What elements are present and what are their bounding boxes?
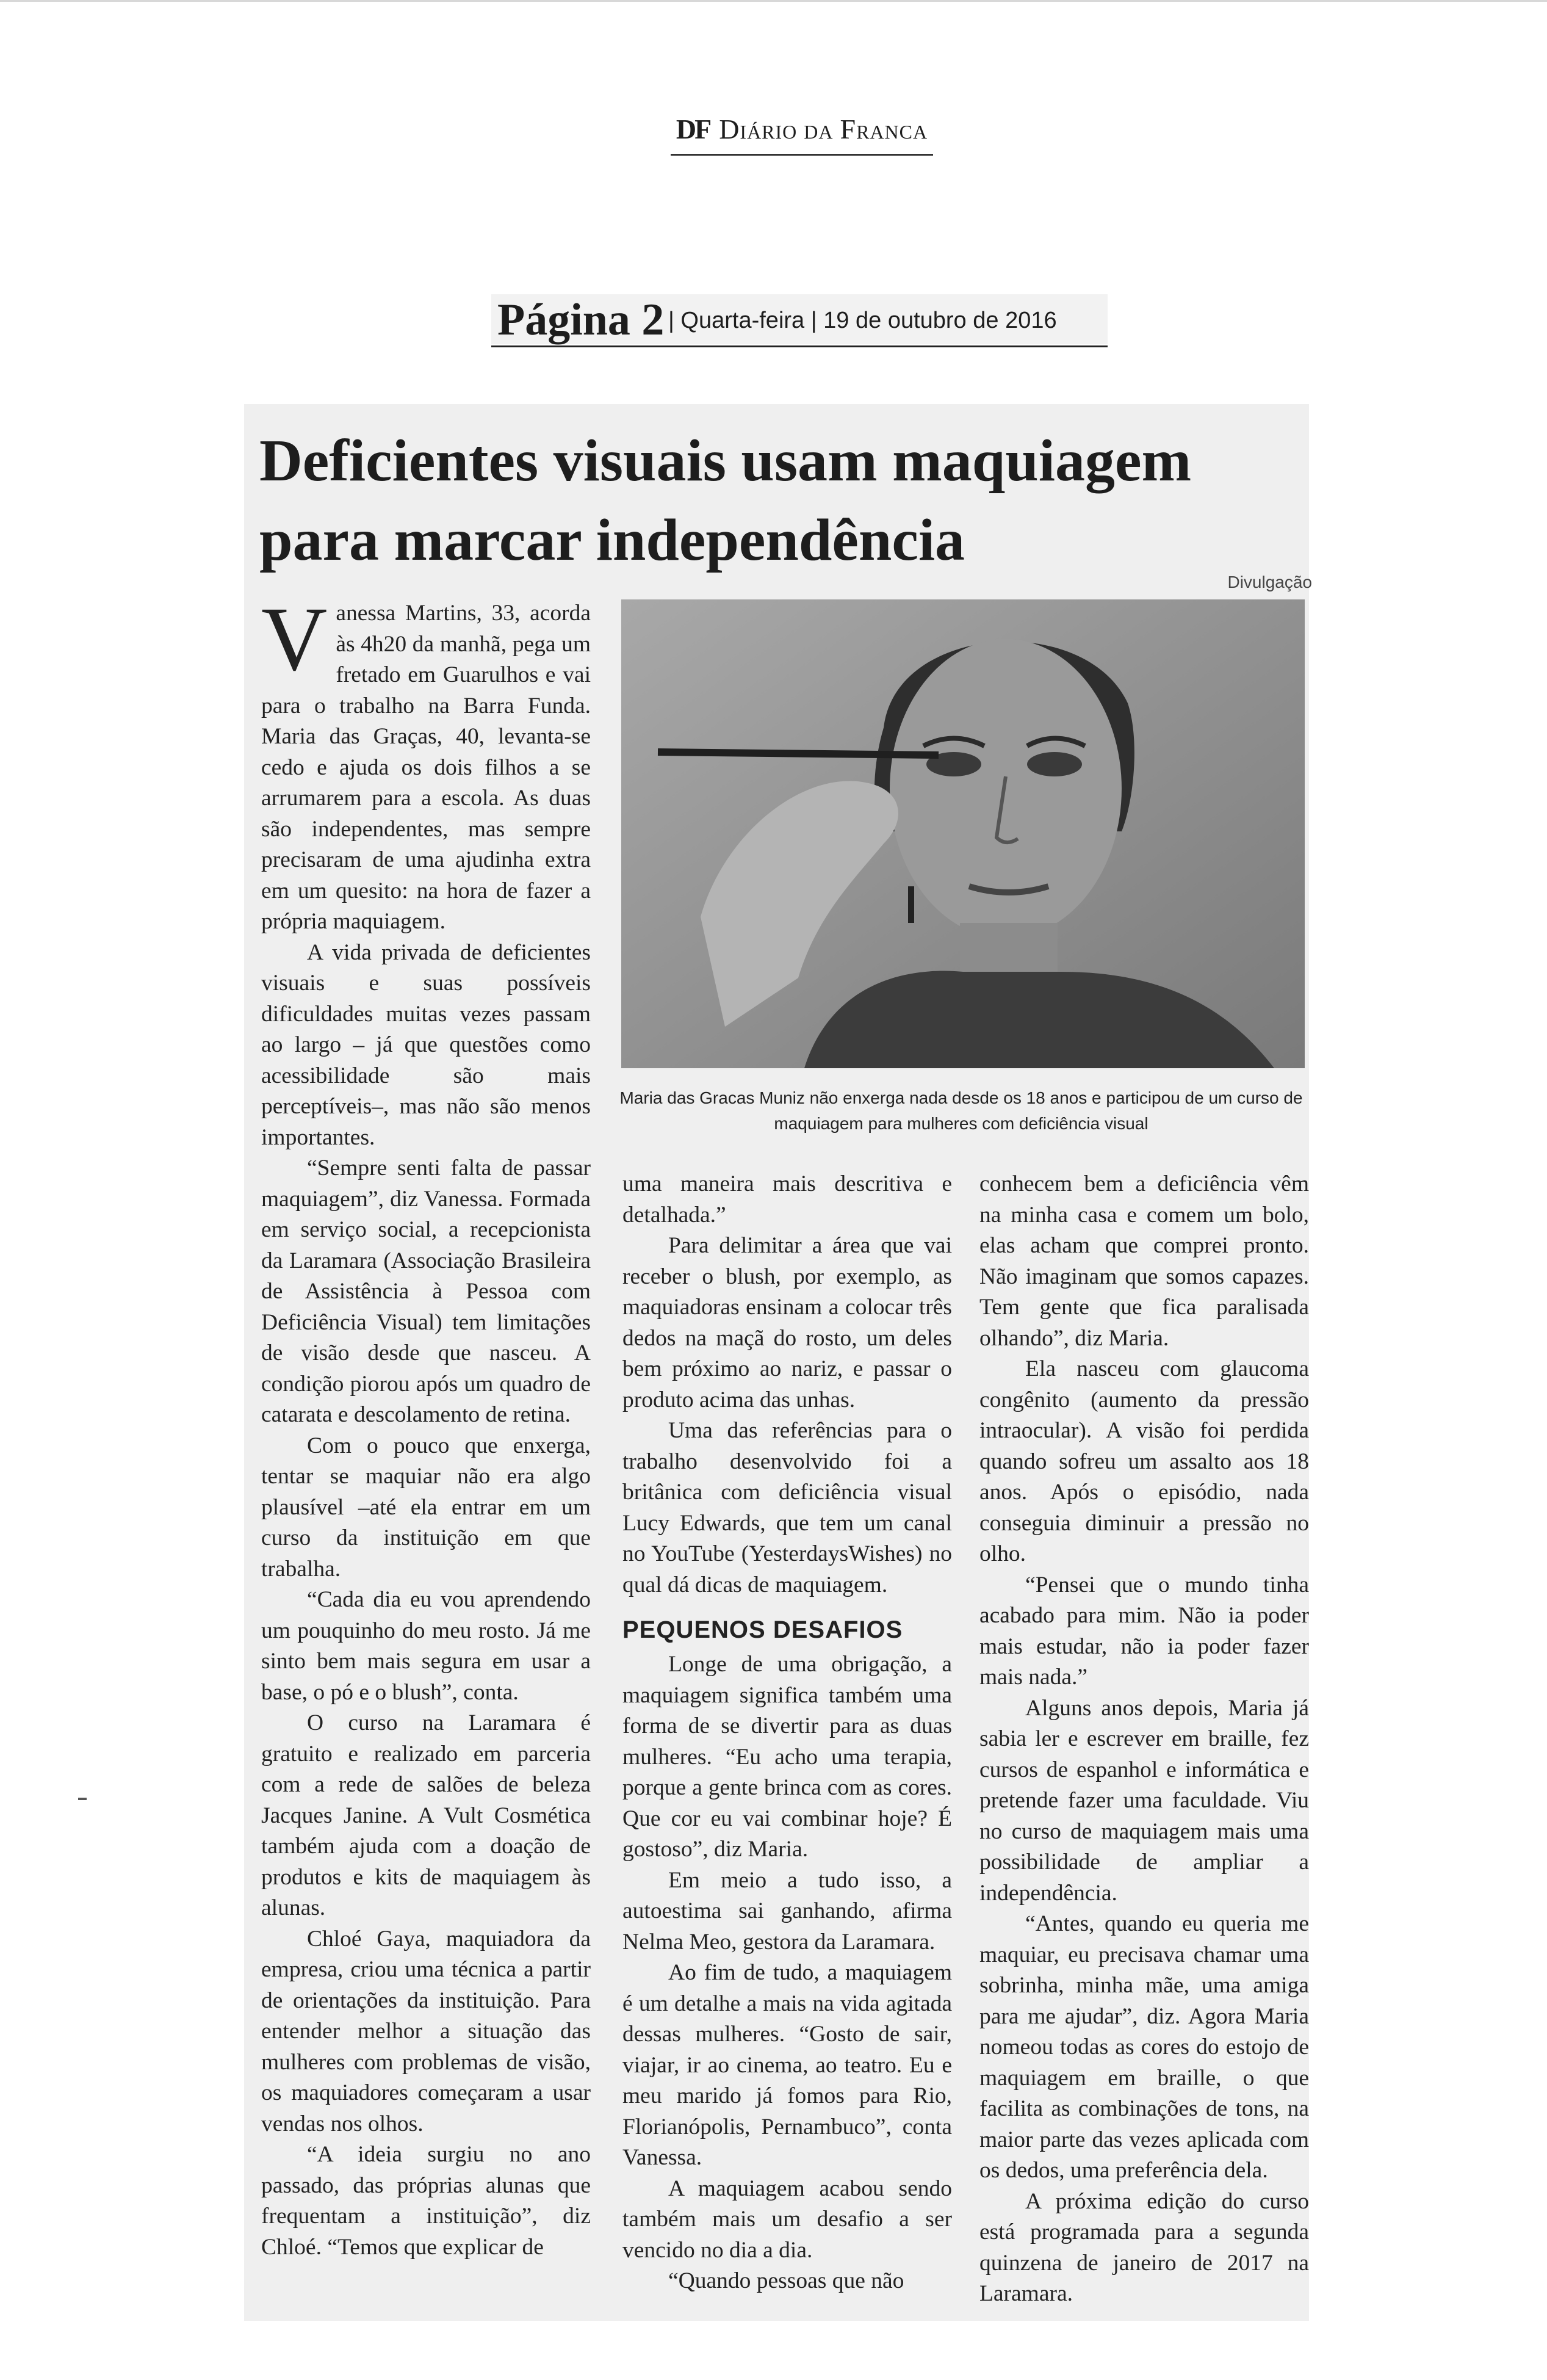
page-info-rule (491, 345, 1108, 347)
paragraph: “Quando pessoas que não (668, 2268, 904, 2293)
paragraph: “Antes, quando eu queria me maquiar, eu precisava chamar uma sobrinha, minha mãe, uma amiga para me ajudar”, diz. Agora Maria nomeou todas as cores do estojo de maquiagem em braille, o que facilita as combinações de tons, na maior parte das vezes aplicada com os dedos, uma preferência dela. (979, 1911, 1309, 2183)
article-headline: Deficientes visuais usam maquiagem para marcar independência (259, 428, 1192, 573)
woman-applying-makeup-illustration (621, 599, 1305, 1068)
drop-cap: V (261, 588, 328, 690)
paragraph: O curso na Laramara é gratuito e realizado em parceria com a rede de salões de beleza Jacques Janine. A Vult Cosmética também ajuda com a doação de produtos e kits de maquiagem às alunas. (261, 1710, 591, 1920)
paragraph: Chloé Gaya, maquiadora da empresa, criou uma técnica a partir de orientações da instituição. Para entender melhor a situação das mulheres com problemas de visão, os maquiadores começaram a usar vendas nos olhos. (261, 1926, 591, 2136)
masthead-name-mid: da (804, 114, 834, 145)
paragraph: “Sempre senti falta de passar maquiagem”, diz Vanessa. Formada em serviço social, a recepcionista da Laramara (Associação Brasileira de Assistência à Pessoa com Deficiência Visual) tem limitações de visão desde que nasceu. A condição piorou após um quadro de catarata e descolamento de retina. (261, 1156, 591, 1427)
paragraph: Longe de uma obrigação, a maquiagem significa também uma forma de se divertir para as duas mulheres. “Eu acho uma terapia, porque a gente brinca com as cores. Que cor eu vai combinar hoje? É gostoso”, diz Maria. (622, 1652, 952, 1862)
page-date: | Quarta-feira | 19 de outubro de 2016 (668, 308, 1057, 333)
paragraph: “Cada dia eu vou aprendendo um pouquinho do meu rosto. Já me sinto bem mais segura em usar a base, o pó e o blush”, conta. (261, 1587, 591, 1705)
paragraph: uma maneira mais descritiva e detalhada.” (622, 1171, 952, 1228)
paragraph: A vida privada de deficientes visuais e suas possíveis dificuldades muitas vezes passam ao largo – já que questões como acessibilidade são mais perceptíveis–, mas não são menos importantes. (261, 939, 591, 1150)
paragraph: A maquiagem acabou sendo também mais um desafio a ser vencido no dia a dia. (622, 2176, 952, 2263)
paragraph: A próxima edição do curso está programada para a segunda quinzena de janeiro de 2017 na Laramara. (979, 2188, 1309, 2306)
masthead-rule (671, 154, 933, 156)
paragraph: Com o pouco que enxerga, tentar se maquiar não era algo plausível –até ela entrar em um curso da instituição em que trabalha. (261, 1433, 591, 1582)
masthead-name-last: Franca (840, 114, 928, 145)
article-column-3 (979, 1169, 1309, 2310)
article-column-1 (261, 588, 591, 2263)
photo-credit: Divulgação (1227, 573, 1312, 591)
masthead-name-first: Diário (719, 114, 798, 145)
scan-mark (78, 1798, 87, 1800)
paragraph: Uma das referências para o trabalho desenvolvido foi a britânica com deficiência visual Lucy Edwards, que tem um canal no YouTube (YesterdaysWishes) no qual dá dicas de maquiagem. (622, 1418, 952, 1597)
masthead-logo: DF (676, 114, 710, 145)
photo-caption: Maria das Gracas Muniz não enxerga nada desde os 18 anos e participou de um curso de maquiagem para mulheres com deficiência visual (619, 1088, 1303, 1133)
paragraph: Vanessa Martins, 33, acorda às 4h20 da manhã, pega um fretado em Guarulhos e vai para o trabalho na Barra Funda. Maria das Graças, 40, levanta-se cedo e ajuda os dois filhos a se arrumarem para a escola. As duas são independentes, mas sempre precisaram de uma ajudinha extra em um quesito: na hora de fazer a própria maquiagem. (261, 588, 591, 934)
top-border-line (0, 0, 1547, 2)
paragraph: conhecem bem a deficiência vêm na minha casa e comem um bolo, elas acham que comprei pronto. Não imaginam que somos capazes. Tem gente que fica paralisada olhando”, diz Maria. (979, 1171, 1309, 1351)
newspaper-masthead (671, 113, 933, 151)
page-info-bar (491, 294, 1108, 344)
article-column-2 (622, 1169, 952, 2297)
paragraph: Ao fim de tudo, a maquiagem é um detalhe a mais na vida agitada dessas mulheres. “Gosto de sair, viajar, ir ao cinema, ao teatro. Eu e meu marido já fomos para Rio, Florianópolis, Pernambuco”, conta Vanessa. (622, 1960, 952, 2170)
page-number: Página 2 (497, 295, 665, 345)
paragraph: Ela nasceu com glaucoma congênito (aumento da pressão intraocular). A visão foi perdida quando sofreu um assalto aos 18 anos. Após o episódio, nada conseguia diminuir a pressão no olho. (979, 1356, 1309, 1566)
paragraph: “A ideia surgiu no ano passado, das próprias alunas que frequentam a instituição”, diz Chloé. “Temos que explicar de (261, 2142, 591, 2260)
paragraph: Em meio a tudo isso, a autoestima sai ganhando, afirma Nelma Meo, gestora da Laramara. (622, 1867, 952, 1955)
paragraph: Para delimitar a área que vai receber o blush, por exemplo, as maquiadoras ensinam a colocar três dedos na maçã do rosto, um deles bem próximo ao nariz, e passar o produto acima das unhas. (622, 1233, 952, 1412)
section-subhead: PEQUENOS DESAFIOS (622, 1616, 903, 1643)
paragraph: “Pensei que o mundo tinha acabado para mim. Não ia poder mais estudar, não ia poder fazer mais nada.” (979, 1572, 1309, 1690)
article-photo (621, 599, 1305, 1068)
paragraph: Alguns anos depois, Maria já sabia ler e escrever em braille, fez cursos de espanhol e informática e pretende fazer uma faculdade. Viu no curso de maquiagem mais uma possibilidade de ampliar a independência. (979, 1695, 1309, 1906)
